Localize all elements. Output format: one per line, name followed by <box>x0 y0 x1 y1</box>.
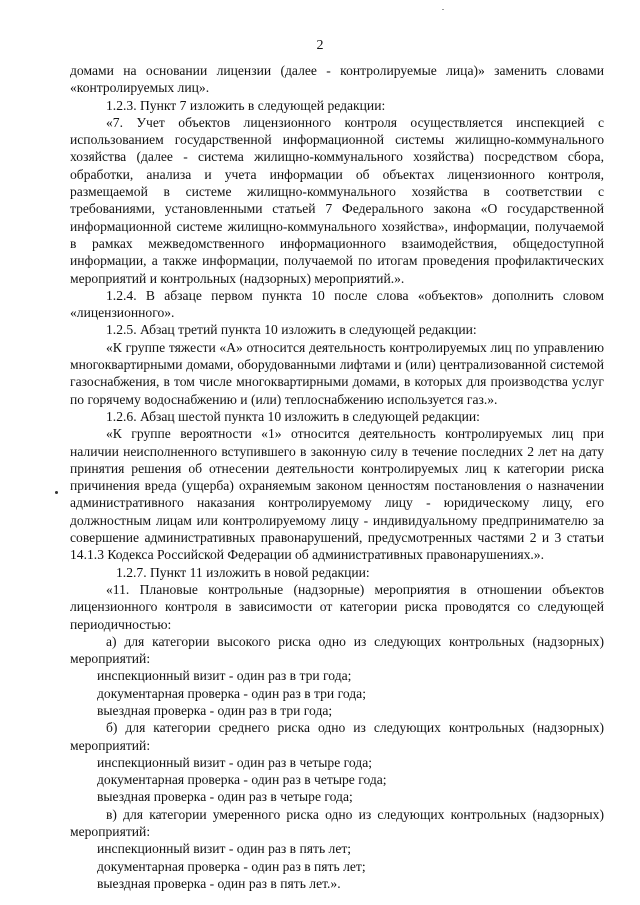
text-line: 1.2.5. Абзац третий пункта 10 изложить в следующей редакции: <box>106 322 477 338</box>
text-line: документарная проверка - один раз в три года; <box>97 685 366 701</box>
text-line: б) для категории среднего риска одно из следующих контрольных (надзорных) <box>106 720 604 736</box>
text-line: выездная проверка - один раз в четыре года; <box>97 789 353 805</box>
text-line: наличии неисполненного вступившего в законную силу в течение последних 2 лет на дату <box>70 443 604 459</box>
text-line: мероприятий: <box>70 824 151 840</box>
text-line: административного наказания контролируемому лицу - юридическому лицу, его <box>70 495 604 511</box>
text-line: по горячему водоснабжению и (или) теплоснабжению используется газ.». <box>70 391 498 407</box>
text-line: 1.2.3. Пункт 7 изложить в следующей редакции: <box>106 97 386 113</box>
text-line: инспекционный визит - один раз в три года; <box>97 668 352 684</box>
text-line: причинения вреда (ущерба) охраняемым законом ценностям постановления о назначении <box>70 478 604 494</box>
text-line: 1.2.6. Абзац шестой пункта 10 изложить в следующей редакции: <box>106 408 480 424</box>
text-line: 1.2.4. В абзаце первом пункта 10 после слова «объектов» дополнить словом <box>106 287 604 303</box>
text-line: должностным лицам или контролируемому лицу - индивидуальному предпринимателю за <box>70 512 604 528</box>
text-line: 1.2.7. Пункт 11 изложить в новой редакции: <box>116 564 370 580</box>
text-line: «11. Плановые контрольные (надзорные) мероприятия в отношении объектов <box>106 581 604 597</box>
text-line: мероприятий и контрольных (надзорных) мероприятий.». <box>70 270 405 286</box>
text-line: инспекционный визит - один раз в четыре года; <box>97 754 373 770</box>
text-line: использованием государственной информационной системы жилищно-коммунального <box>70 132 604 148</box>
text-line: принятия решения об отнесении деятельности контролируемых лиц к категории риска <box>70 460 604 476</box>
text-line: информационной системе жилищно-коммунального хозяйства», информации, получаемой <box>70 218 604 234</box>
text-line: «лицензионного». <box>70 305 175 321</box>
text-line: информации, а также информации, получаемой по итогам проведения профилактических <box>70 253 604 269</box>
document-body <box>70 62 604 892</box>
text-line: «7. Учет объектов лицензионного контроля осуществляется инспекцией с <box>106 114 604 130</box>
text-line: лицензионного контроля в зависимости от категории риска проводятся со следующей <box>70 599 604 615</box>
page-number: 2 <box>316 38 324 53</box>
text-line: требованиями, установленными статьей 7 Федерального закона «О государственной <box>70 201 604 217</box>
text-line: «контролируемых лиц». <box>70 80 210 96</box>
text-line: инспекционный визит - один раз в пять лет; <box>97 841 352 857</box>
text-line: в рамках межведомственного информационного взаимодействия, общедоступной <box>70 235 604 251</box>
text-line: 14.1.3 Кодекса Российской Федерации об административных правонарушениях.». <box>70 547 545 563</box>
scan-mark <box>442 9 444 10</box>
text-line: а) для категории высокого риска одно из следующих контрольных (надзорных) <box>106 633 604 649</box>
text-line: мероприятий: <box>70 737 151 753</box>
text-line: газоснабжения, в том числе многоквартирными домами, в которых для производства услуг <box>70 374 604 390</box>
text-line: мероприятий: <box>70 651 151 667</box>
text-line: размещаемой в системе жилищно-коммунального хозяйства в соответствии с <box>70 184 604 200</box>
text-line: документарная проверка - один раз в пять лет; <box>97 858 366 874</box>
text-line: «К группе тяжести «А» относится деятельность контролируемых лиц по управлению <box>106 339 604 355</box>
text-line: в) для категории умеренного риска одно из следующих контрольных (надзорных) <box>106 806 604 822</box>
text-line: многоквартирными домами, оборудованными лифтами и (или) централизованной системой <box>70 357 604 373</box>
text-line: обработки, анализа и учета информации об объектах лицензионного контроля, <box>70 166 604 182</box>
text-line: выездная проверка - один раз в пять лет.». <box>97 875 341 891</box>
text-line: хозяйства (далее - система жилищно-коммунального хозяйства) посредством сбора, <box>70 149 604 165</box>
text-line: «К группе вероятности «1» относится деятельность контролируемых лиц при <box>106 426 604 442</box>
text-line: документарная проверка - один раз в четыре года; <box>97 772 387 788</box>
text-line: выездная проверка - один раз в три года; <box>97 702 333 718</box>
scan-dot <box>55 491 58 494</box>
text-line: домами на основании лицензии (далее - контролируемые лица)» заменить словами <box>70 63 604 78</box>
text-line: периодичностью: <box>70 616 172 632</box>
text-line: совершение административных правонарушений, предусмотренных частями 2 и 3 статьи <box>70 530 604 546</box>
